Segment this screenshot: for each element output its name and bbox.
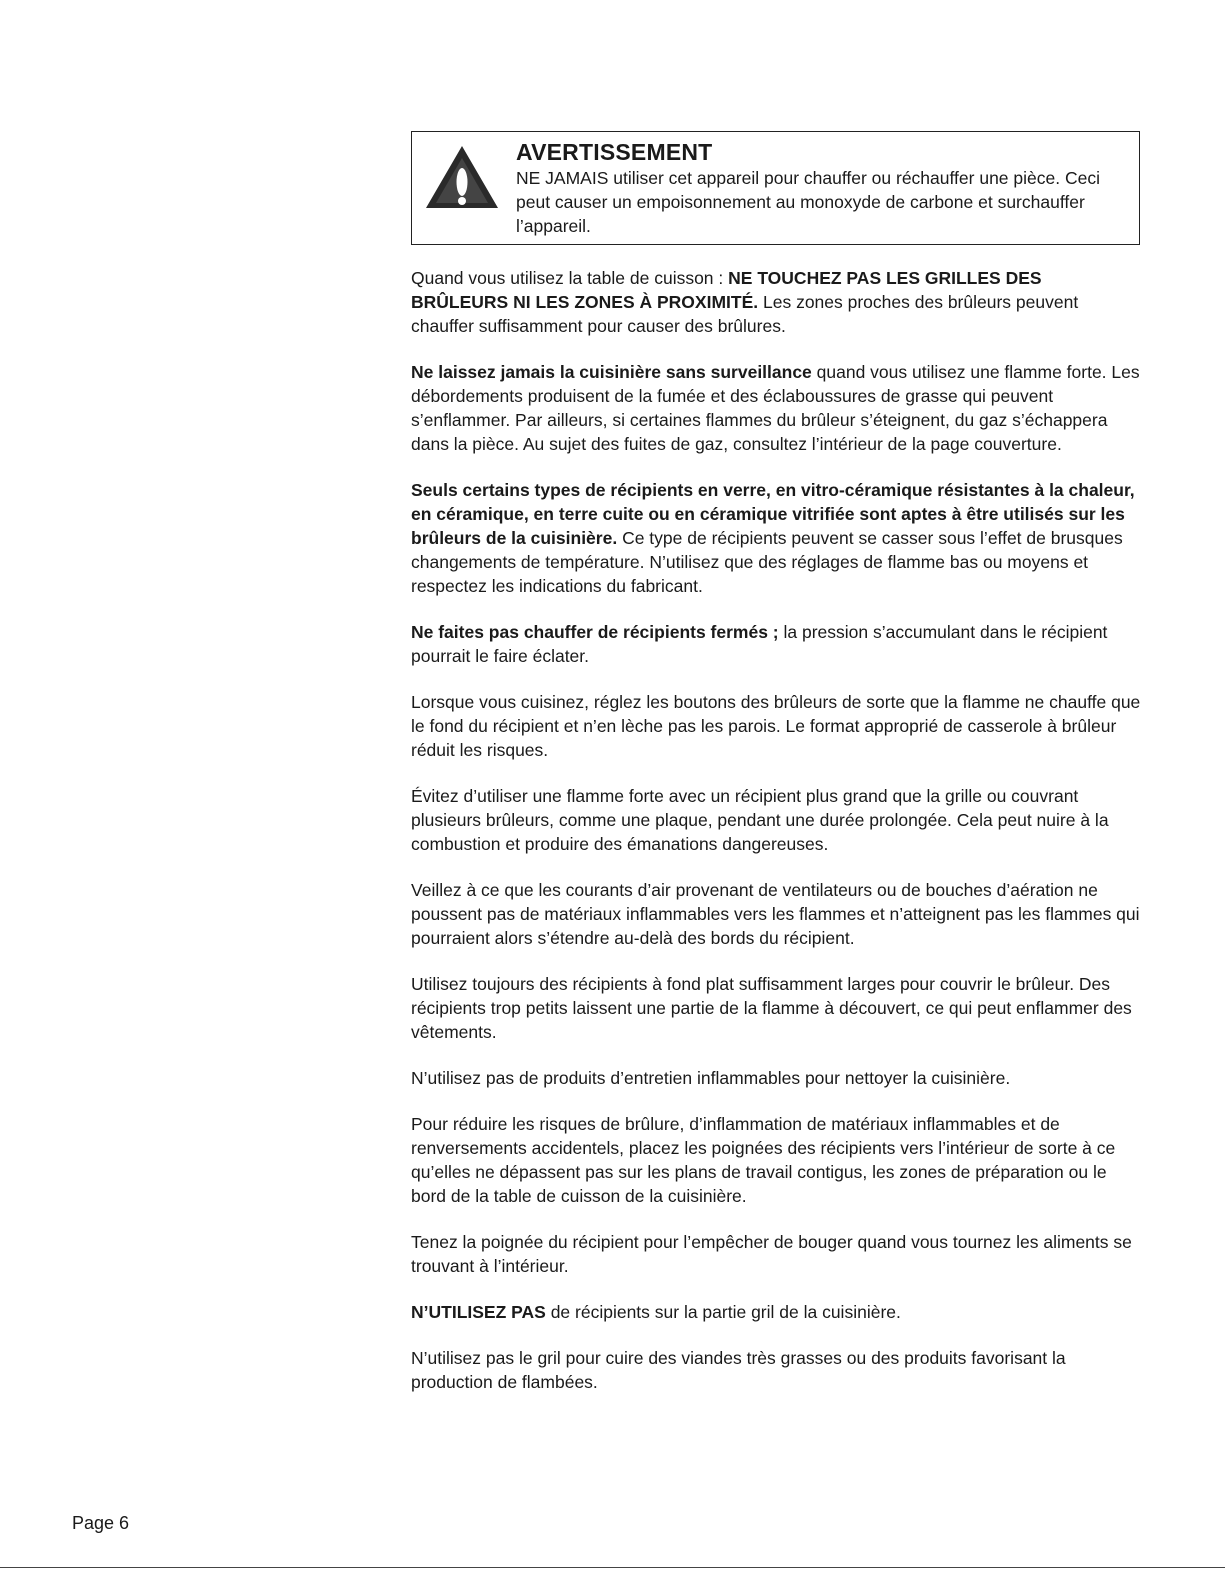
paragraph: Ne laissez jamais la cuisinière sans surveillance quand vous utilisez une flamme forte. Les débordements produisent de la fumée et des éclaboussures de grasse qui peuvent s’enflammer. Par ailleurs, si certaines flammes du brûleur s’éteignent, du gaz s’échappera dans la pièce. Au sujet des fuites de gaz, consultez l’intérieur de la page couverture. <box>411 362 1140 454</box>
paragraph: Évitez d’utiliser une flamme forte avec un récipient plus grand que la grille ou couvrant plusieurs brûleurs, comme une plaque, pendant une durée prolongée. Cela peut nuire à la combustion et produire des émanations dangereuses. <box>411 786 1109 854</box>
paragraph: Seuls certains types de récipients en verre, en vitro-céramique résistantes à la chaleur, en céramique, en terre cuite ou en céramique vitrifiée sont aptes à être utilisés sur les brûleurs de la cuisinière. Ce type de récipients peuvent se casser sous l’effet de brusques changements de température. N’utilisez que des réglages de flamme bas ou moyens et respectez les indications du fabricant. <box>411 480 1135 596</box>
paragraph: Utilisez toujours des récipients à fond plat suffisamment larges pour couvrir le brûleur. Des récipients trop petits laissent une partie de la flamme à découvert, ce qui peut enflammer des vêtements. <box>411 974 1132 1042</box>
warning-title: AVERTISSEMENT <box>516 139 713 165</box>
paragraph: N’UTILISEZ PAS de récipients sur la partie gril de la cuisinière. <box>411 1302 901 1322</box>
paragraph: Tenez la poignée du récipient pour l’empêcher de bouger quand vous tournez les aliments se trouvant à l’intérieur. <box>411 1232 1132 1276</box>
bottom-divider <box>0 1567 1225 1568</box>
paragraph: N’utilisez pas le gril pour cuire des viandes très grasses ou des produits favorisant la production de flambées. <box>411 1348 1066 1392</box>
warning-body: NE JAMAIS utiliser cet appareil pour chauffer ou réchauffer une pièce. Ceci peut causer un empoisonnement au monoxyde de carbone et surchauffer l’appareil. <box>516 168 1100 236</box>
page-number: Page 6 <box>72 1513 130 1533</box>
paragraph: Pour réduire les risques de brûlure, d’inflammation de matériaux inflammables et de renversements accidentels, placez les poignées des récipients vers l’intérieur de sorte à ce qu’elles ne dépassent pas sur les plans de travail contigus, les zones de préparation ou le bord de la table de cuisson de la cuisinière. <box>411 1114 1116 1206</box>
safety-content <box>411 266 1143 1416</box>
paragraph: Quand vous utilisez la table de cuisson : NE TOUCHEZ PAS LES GRILLES DES BRÛLEURS NI LES ZONES À PROXIMITÉ. Les zones proches des brûleurs peuvent chauffer suffisamment pour causer des brûlures. <box>411 268 1079 336</box>
warning-triangle-icon <box>424 144 500 210</box>
paragraph: Ne faites pas chauffer de récipients fermés ; la pression s’accumulant dans le récipient pourrait le faire éclater. <box>411 622 1108 666</box>
paragraph: N’utilisez pas de produits d’entretien inflammables pour nettoyer la cuisinière. <box>411 1068 1011 1088</box>
paragraph: Veillez à ce que les courants d’air provenant de ventilateurs ou de bouches d’aération ne poussent pas de matériaux inflammables vers les flammes et n’atteignent pas les flammes qui pourraient alors s’étendre au-delà des bords du récipient. <box>411 880 1140 948</box>
paragraph: Lorsque vous cuisinez, réglez les boutons des brûleurs de sorte que la flamme ne chauffe que le fond du récipient et n’en lèche pas les parois. Le format approprié de casserole à brûleur réduit les risques. <box>411 692 1141 760</box>
warning-box <box>411 131 1140 245</box>
